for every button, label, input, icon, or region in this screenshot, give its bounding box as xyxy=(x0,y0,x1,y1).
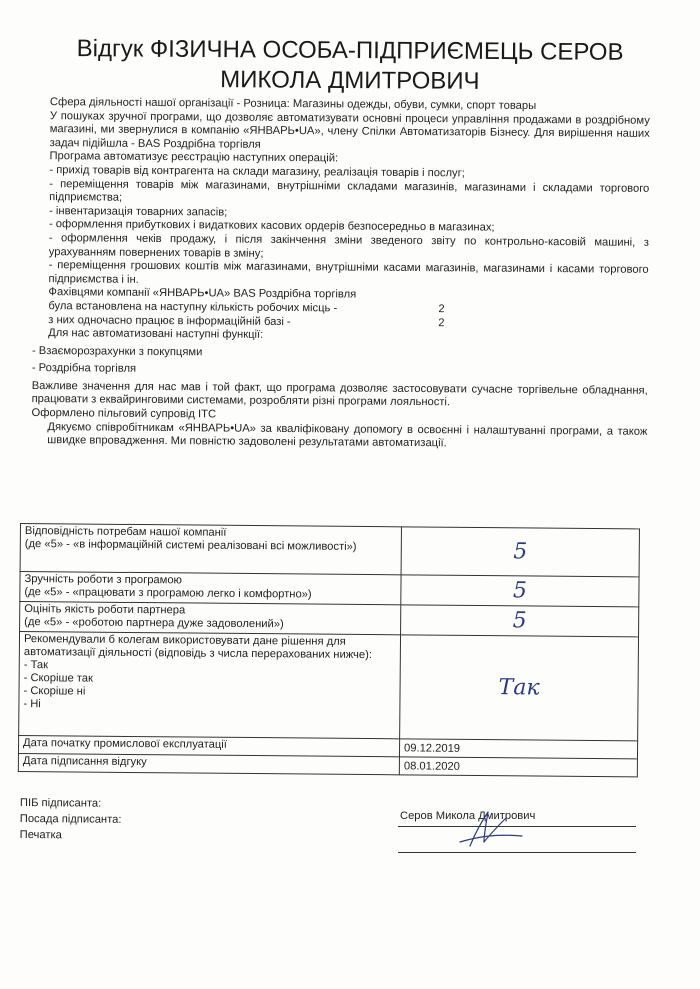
op-item: - оформлення прибуткових і видаткових касових ордерів безпосередньо в магазинах; xyxy=(48,218,495,234)
intro-text: У пошуках зручної програми, що дозволяє автоматизувати основні процеси управління продажами в роздрібному магазині, ми звернулися в компанію «ЯНВАРЬ•UA», члену Спілки Автоматизаторів Бізнесу. Для вирішення наших задач підійшла - BAS Роздрібна торгівля xyxy=(49,109,650,151)
table-row xyxy=(19,632,639,741)
title-line-2: МИКОЛА ДМИТРОВИЧ xyxy=(220,66,480,95)
rating-table xyxy=(18,523,640,777)
question-cell xyxy=(20,602,401,635)
op-item: - оформлення чеків продажу, і після закінчення зміни зведеного звіту по контрольно-касовій машині, з урахуванням повернених товарів в зміну; xyxy=(48,232,649,260)
itc-text: Оформлено пільговий супровід ІТС xyxy=(31,407,217,421)
op-item: - переміщення товарів між магазинами, внутрішніми складами магазинів, магазинами і складами торгового підприємства; xyxy=(49,177,650,204)
question-cell xyxy=(19,632,401,739)
title-line-1: Відгук ФІЗИЧНА ОСОБА-ПІДПРИЄМЕЦЬ СЕРОВ xyxy=(76,35,624,66)
document-title xyxy=(40,34,660,98)
workplaces-value: 2 xyxy=(438,303,445,316)
important-text: Важливе значення для нас мав і той факт, що програма дозволяє застосовувати сучасне торгівельне обладнання, працювати з еквайринговими системами, розробляти різні програми лояльності. xyxy=(31,379,648,409)
concurrent-label: з них одночасно працює в інформаційній базі - xyxy=(48,313,291,328)
question-line: - Скоріше так xyxy=(23,672,93,685)
functions-heading: Для нас автоматизовані наступні функції: xyxy=(48,327,264,341)
position-label: Посада підписанта: xyxy=(19,812,122,826)
question-line: (де «5» - «роботою партнера дуже задоволений») xyxy=(24,616,284,631)
question-line: - Так xyxy=(23,659,49,672)
sign-date-value: 08.01.2020 xyxy=(399,757,637,777)
answer-cell: 5 xyxy=(401,575,639,607)
sphere-text: Сфера діяльності нашої організації - Розница: Магазины одежды, обуви, сумки, спорт товары xyxy=(49,96,537,112)
question-line: Зручність роботи з програмою xyxy=(24,573,183,587)
signature-labels xyxy=(20,796,640,849)
answer-cell: 5 xyxy=(401,527,639,577)
function-item: - Взаєморозрахунки з покупцями xyxy=(31,344,203,359)
stamp-label: Печатка xyxy=(19,828,62,842)
concurrent-value: 2 xyxy=(438,316,445,329)
specialists-text: Фахівцями компанії «ЯНВАРЬ•UA» BAS Роздрібна торгівля xyxy=(48,286,357,301)
op-item: - переміщення грошових коштів між магазинами, внутрішніми касами магазинів, магазинами і касами торгового підприємства і ін. xyxy=(48,259,649,286)
document-body xyxy=(31,96,650,453)
question-line: Відповідність потребам нашої компанії xyxy=(24,525,227,539)
signer-name: Серов Микола Дмитрович xyxy=(400,810,536,822)
handwritten-signature-icon xyxy=(440,806,530,852)
question-cell xyxy=(20,572,401,605)
workplaces-label: була встановлена на наступну кількість робочих місць - xyxy=(48,300,338,315)
question-line: - Скоріше ні xyxy=(23,685,86,698)
op-item: - інвентаризація товарних запасів; xyxy=(49,204,228,219)
op-item: - прихід товарів від контрагента на склади магазину, реалізація товарів і послуг; xyxy=(49,164,465,180)
stamp-underline xyxy=(398,852,636,853)
question-line: - Ні xyxy=(23,698,41,711)
answer-cell: Так xyxy=(400,635,639,741)
answer-cell: 5 xyxy=(401,605,639,637)
thanks-text: Дякуємо співробітникам «ЯНВАРЬ•UA» за кваліфіковану допомогу в освоєнні і налаштуванні програми, а також швидке впровадження. Ми повністю задоволені результатами автоматизації. xyxy=(47,420,648,450)
question-cell xyxy=(20,524,401,575)
sign-date-label: Дата підписання відгуку xyxy=(18,753,399,774)
question-line: Рекомендували б колегам використовувати дане рішення для автоматизації діяльності (відповідь з числа перерахованих нижче): xyxy=(23,633,373,662)
question-line: Оцініть якість роботи партнера xyxy=(24,603,186,617)
table-row xyxy=(20,524,639,577)
question-line: (де «5» - «працювати з програмою легко і комфортно») xyxy=(24,586,312,601)
pib-label: ПІБ підписанта: xyxy=(19,796,102,810)
start-date-label: Дата початку промислової експлуатації xyxy=(18,735,399,756)
start-date-value: 09.12.2019 xyxy=(399,739,637,759)
ops-heading: Програма автоматизує реєстрацію наступних операцій: xyxy=(49,150,339,165)
question-line: (де «5» - «в інформаційній системі реалізовані всі можливості») xyxy=(24,538,357,553)
function-item: - Роздрібна торгівля xyxy=(31,362,137,376)
